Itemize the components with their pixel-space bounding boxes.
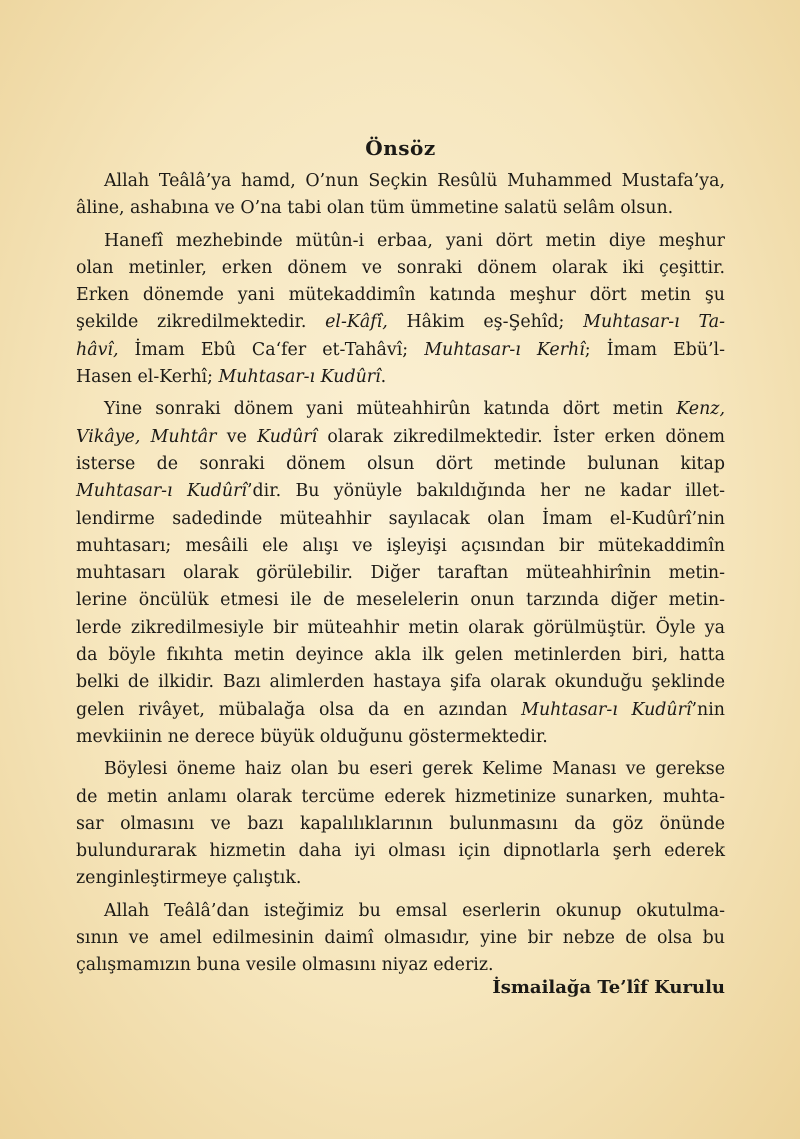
text-run: lerine öncülük etmesi ile de meselelerin onun tarzında diğer metin- [76,590,725,611]
paragraph [76,168,725,223]
text-line [48,478,725,505]
text-run: Allah Teâlâ’ya hamd, O’nun Seçkin Resûlü Muhammed Mustafa’ya, [104,171,725,191]
text-run: . [380,367,387,388]
text-line [48,811,725,838]
text-run: ’nin [691,699,726,720]
paragraph [76,228,725,392]
text-line [48,724,725,751]
text-line [76,756,725,783]
text-run: olan metinler, erken dönem ve sonraki dönem olarak iki çeşittir. [76,257,725,278]
text-run: belki de ilkidir. Bazı alimlerden hastaya şifa olarak okunduğu şeklinde [76,672,725,693]
paragraph [76,898,725,980]
text-run: gelen rivâyet, mübalağa olsa da en azından [76,699,522,720]
italic-text: Vikâye, Muhtâr [76,426,217,447]
text-line [48,337,725,364]
italic-text: Muhtasar-ı Ta- [583,312,725,333]
text-run: Yine sonraki dönem yani müteahhirûn katında dört metin [104,399,677,420]
text-line [48,865,725,892]
text-line [48,784,725,811]
text-line [76,898,725,925]
text-run: Hâkim eş-Şehîd; [387,312,584,333]
text-run: ve [216,426,258,447]
page [76,0,725,1139]
text-line [76,168,725,195]
text-line [48,615,725,642]
italic-text: Muhtasar-ı Kudûrî [76,481,247,502]
italic-text: el-Kâfî, [325,312,388,333]
text-run: Böylesi öneme haiz olan bu eseri gerek Kelime Manası ve gerekse [104,759,725,780]
text-run: Erken dönemde yani mütekaddimîn katında meşhur dört metin şu [76,285,725,306]
text-line [48,451,725,478]
document-body [76,168,725,985]
text-run: de metin anlamı olarak tercüme ederek hizmetinize sunarken, muhta- [76,786,725,807]
text-run: lendirme sadedinde müteahhir sayılacak olan İmam el-Kudûrî’nin [76,508,725,529]
signature: İsmailağa Te’lîf Kurulu [492,977,725,998]
text-run: âline, ashabına ve O’na tabi olan tüm ümmetine salatü selâm olsun. [76,198,674,219]
text-run: sının ve amel edilmesinin daimî olmasıdır, yine bir nebze de olsa bu [76,928,725,949]
text-run: da böyle fıkıhta metin deyince akla ilk gelen metinlerden biri, hatta [76,645,725,666]
text-line [48,952,725,979]
text-line [48,424,725,451]
italic-text: hâvî, [76,339,119,360]
text-line [48,195,725,222]
text-line [48,533,725,560]
text-run: olarak zikredilmektedir. İster erken dönem [317,426,725,447]
paragraph [76,756,725,892]
text-line [76,228,725,255]
text-line [48,925,725,952]
text-run: sar olmasını ve bazı kapalılıklarının bulunmasını da göz önünde [76,813,725,834]
paragraph [76,396,725,751]
text-line [48,697,725,724]
italic-text: Kudûrî [257,426,318,447]
text-run: şekilde zikredilmektedir. [76,312,326,333]
text-line [76,396,725,423]
text-run: İmam Ebû Ca‘fer et-Tahâvî; [118,339,425,360]
text-run: muhtasarı olarak görülebilir. Diğer taraftan müteahhirînin metin- [76,563,725,584]
text-run: mevkiinin ne derece büyük olduğunu göstermektedir. [76,726,548,747]
italic-text: Muhtasar-ı Kerhî [424,339,585,360]
text-line [48,838,725,865]
italic-text: Muhtasar-ı Kudûrî [218,367,381,388]
text-run: Hanefî mezhebinde mütûn-i erbaa, yani dört metin diye meşhur [104,230,725,251]
text-line [48,506,725,533]
text-run: lerde zikredilmesiyle bir müteahhir metin olarak görülmüştür. Öyle ya [76,617,725,638]
text-line [48,282,725,309]
italic-text: Muhtasar-ı Kudûrî [521,699,692,720]
text-line [48,642,725,669]
page-title: Önsöz [365,136,436,160]
text-run: isterse de sonraki dönem olsun dört metinde bulunan kitap [76,453,725,474]
text-line [48,669,725,696]
text-run: zenginleştirmeye çalıştık. [76,868,302,889]
text-run: Hasen el-Kerhî; [76,367,219,388]
text-run: ; İmam Ebü’l- [584,339,725,360]
italic-text: Kenz, [676,399,725,420]
text-run: muhtasarı; mesâili ele alışı ve işleyişi açısından bir mütekaddimîn [76,535,725,556]
text-line [48,560,725,587]
text-run: bulundurarak hizmetin daha iyi olması için dipnotlarla şerh ederek [76,841,725,862]
text-run: ’dir. Bu yönüyle bakıldığında her ne kadar illet- [246,481,725,502]
text-line [48,364,725,391]
text-run: çalışmamızın buna vesile olmasını niyaz ederiz. [76,955,494,976]
text-line [48,587,725,614]
text-run: Allah Teâlâ’dan isteğimiz bu emsal eserlerin okunup okutulma- [104,900,725,921]
text-line [48,255,725,282]
text-line [48,309,725,336]
